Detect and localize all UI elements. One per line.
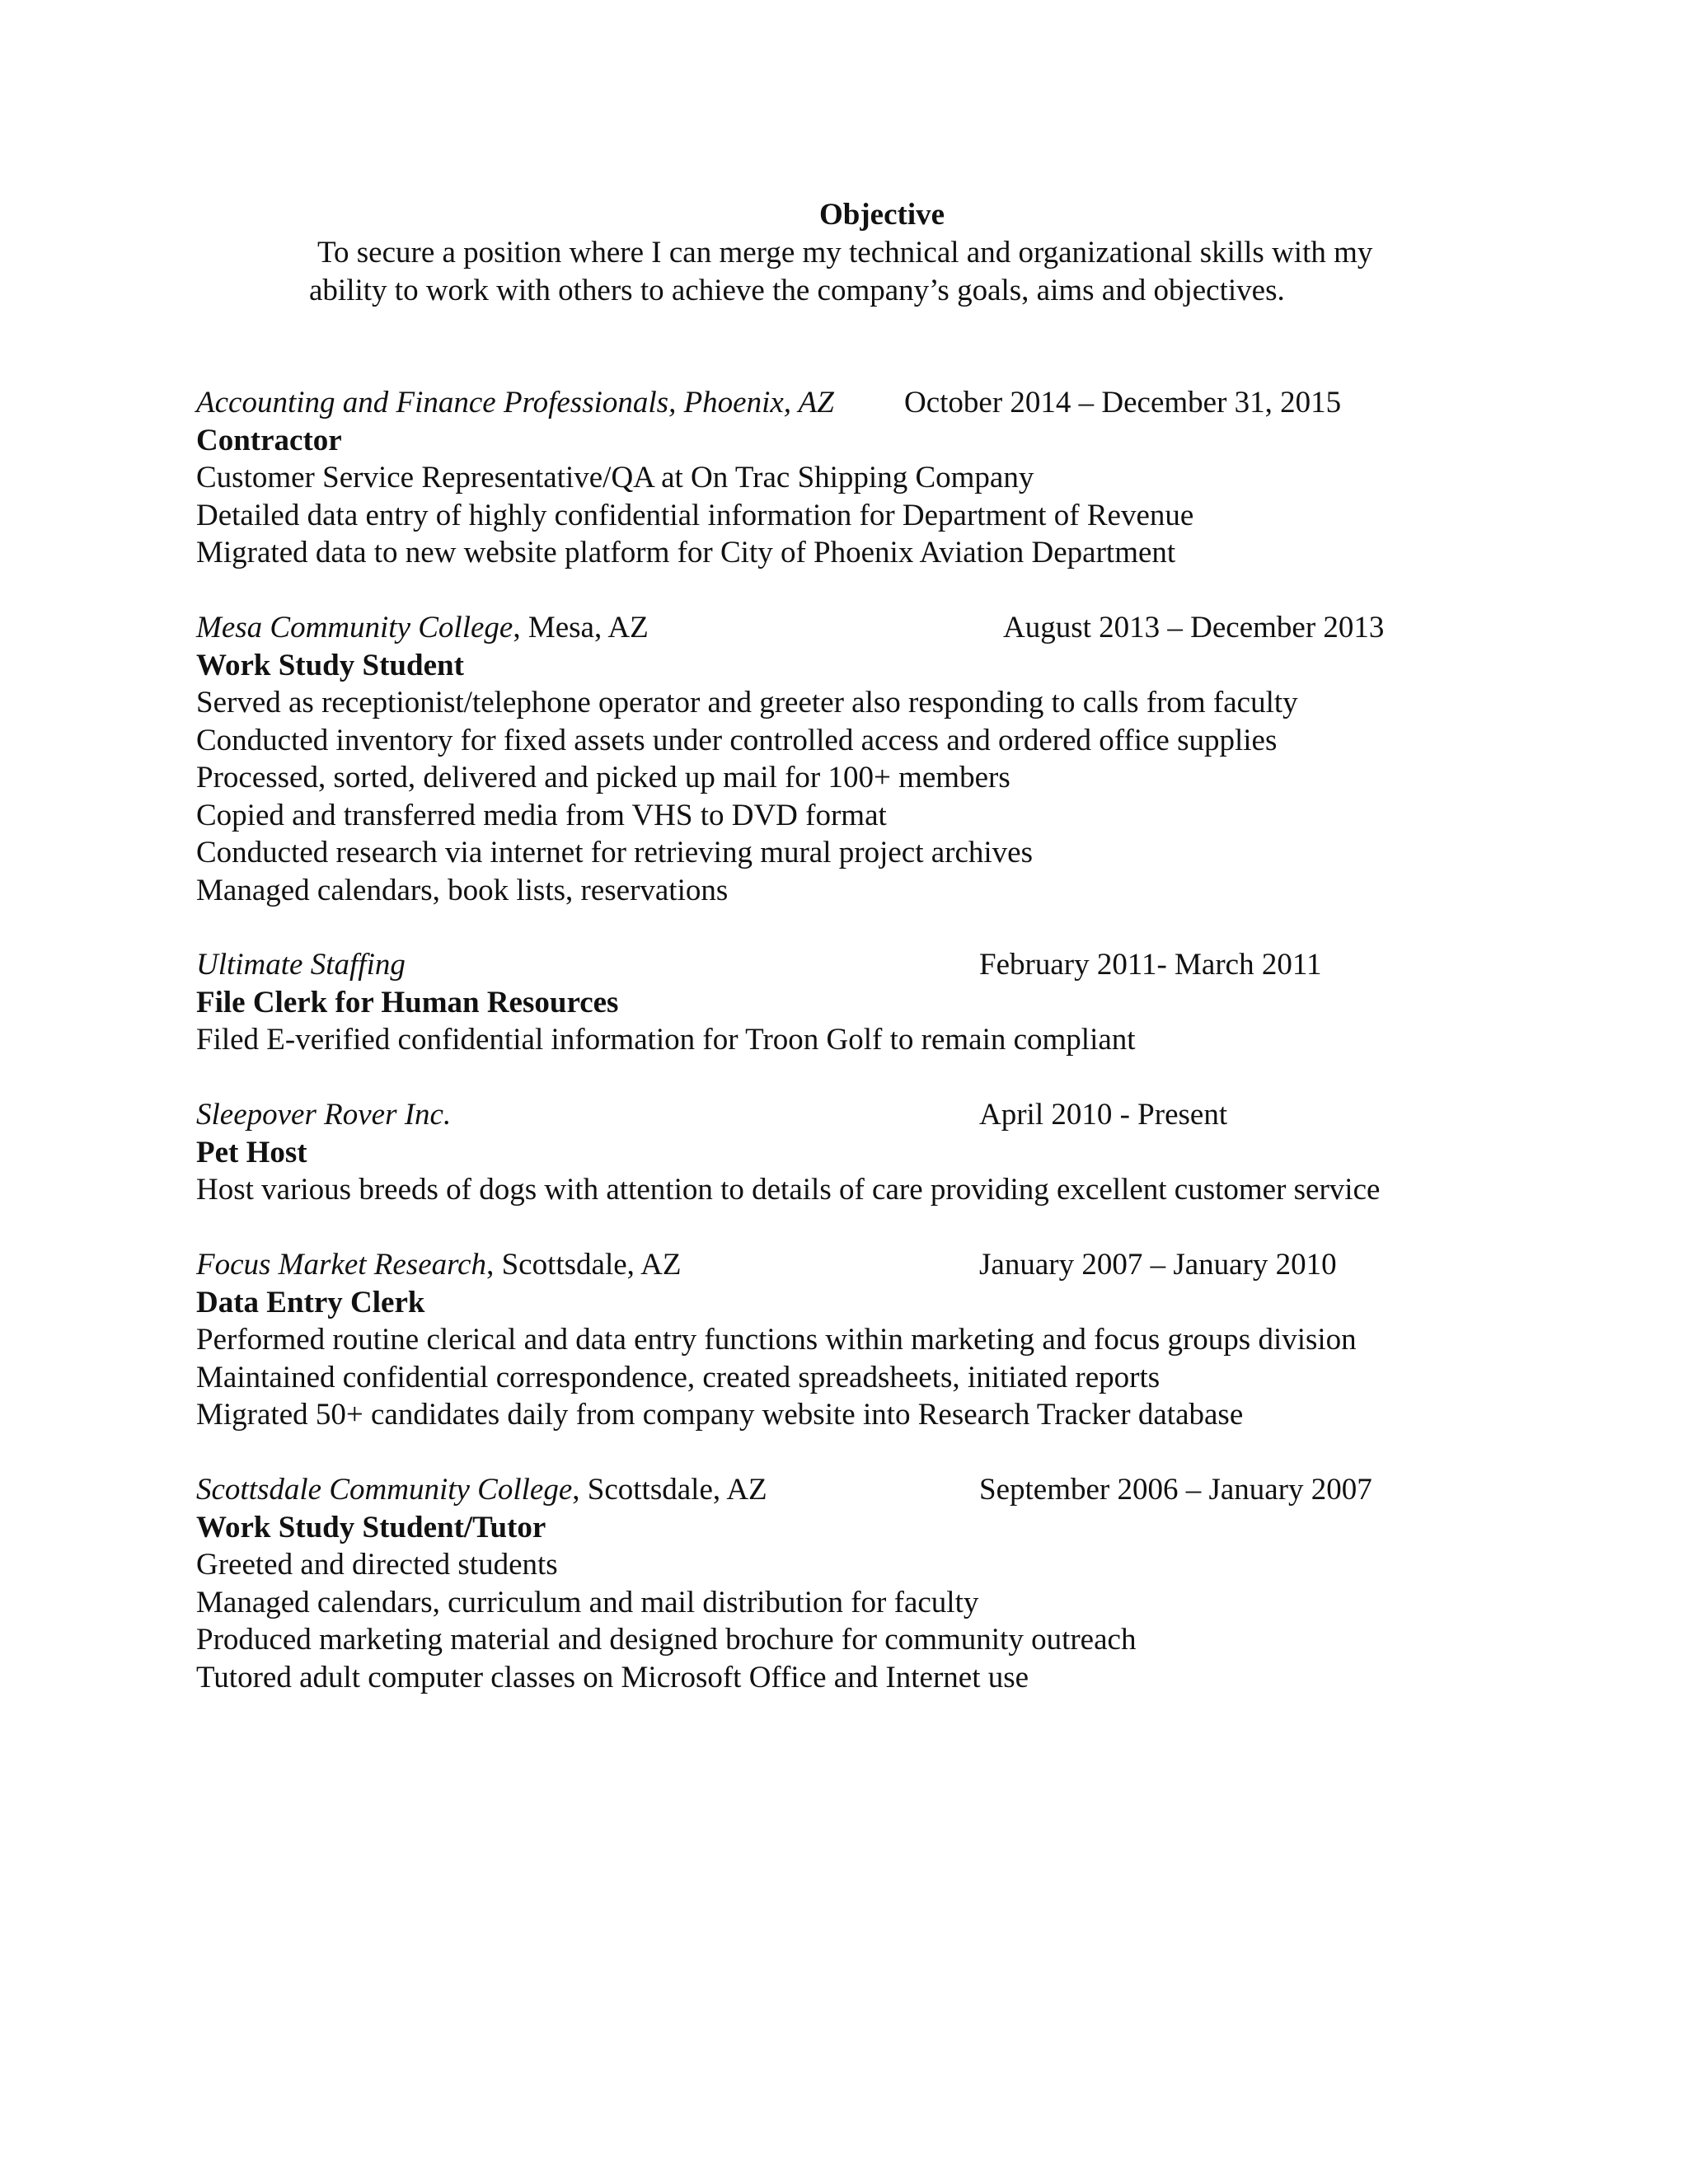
job-header (196, 1096, 1548, 1134)
job-duty: Customer Service Representative/QA at On Trac Shipping Company (196, 461, 1034, 494)
job-header (196, 609, 1548, 647)
objective-text (309, 234, 1496, 310)
job-duty: Greeted and directed students (196, 1548, 558, 1582)
job-duty: Processed, sorted, delivered and picked up mail for 100+ members (196, 761, 1010, 794)
job-duty: Conducted research via internet for retrieving mural project archives (196, 836, 1034, 869)
employer (196, 1096, 451, 1134)
job-duty: Migrated data to new website platform for City of Phoenix Aviation Department (196, 536, 1176, 569)
job-title: File Clerk for Human Resources (196, 985, 619, 1019)
job-title: Work Study Student/Tutor (196, 1510, 546, 1544)
objective-line: ability to work with others to achieve the company’s goals, aims and objectives. (309, 274, 1285, 307)
employer-location: , Scottsdale, AZ (572, 1473, 767, 1507)
objective-line: To secure a position where I can merge my technical and organizational skills with my (317, 236, 1373, 269)
employer-name: Mesa Community College (196, 611, 513, 644)
job-entry (196, 1246, 1548, 1434)
job-duty: Host various breeds of dogs with attention to details of care providing excellent customer service (196, 1173, 1381, 1207)
job-duty: Maintained confidential correspondence, created spreadsheets, initiated reports (196, 1360, 1160, 1394)
job-title: Data Entry Clerk (196, 1285, 425, 1319)
job-header (196, 1471, 1548, 1509)
employer-location: , Scottsdale, AZ (486, 1248, 682, 1282)
employer-name: Scottsdale Community College (196, 1473, 573, 1507)
job-title: Work Study Student (196, 648, 464, 682)
job-duty: Managed calendars, curriculum and mail distribution for faculty (196, 1585, 979, 1619)
employer-name: Sleepover Rover Inc. (196, 1098, 452, 1132)
employer-location: , Mesa, AZ (513, 611, 649, 644)
job-duty: Conducted inventory for fixed assets under controlled access and ordered office supplies (196, 723, 1278, 757)
job-duty: Served as receptionist/telephone operator and greeter also responding to calls from faculty (196, 686, 1298, 719)
employment-dates: February 2011- March 2011 (979, 948, 1322, 982)
employer (196, 946, 406, 984)
job-duty: Tutored adult computer classes on Microsoft Office and Internet use (196, 1660, 1029, 1694)
job-title: Pet Host (196, 1135, 307, 1169)
employment-dates: September 2006 – January 2007 (979, 1473, 1372, 1507)
job-duty: Filed E-verified confidential information for Troon Golf to remain compliant (196, 1023, 1136, 1057)
job-duty: Migrated 50+ candidates daily from company website into Research Tracker database (196, 1398, 1244, 1432)
employer (196, 1471, 767, 1509)
employment-dates: April 2010 - Present (979, 1098, 1228, 1132)
employment-dates: January 2007 – January 2010 (979, 1248, 1337, 1282)
job-entry (196, 609, 1548, 909)
objective-heading: Objective (818, 198, 945, 232)
job-duty: Produced marketing material and designed brochure for community outreach (196, 1623, 1137, 1657)
employer (196, 384, 834, 422)
job-title: Contractor (196, 423, 342, 457)
employer-name: Ultimate Staffing (196, 948, 406, 982)
job-duty: Performed routine clerical and data entry functions within marketing and focus groups division (196, 1323, 1357, 1357)
job-header (196, 384, 1548, 422)
job-entry (196, 384, 1548, 572)
job-entry (196, 1096, 1548, 1209)
employment-dates: August 2013 – December 2013 (1003, 611, 1385, 644)
employer-name: Focus Market Research (196, 1248, 487, 1282)
employer (196, 1246, 681, 1284)
job-duty: Detailed data entry of highly confidential information for Department of Revenue (196, 498, 1194, 532)
job-duty: Copied and transferred media from VHS to DVD format (196, 798, 887, 832)
job-header (196, 946, 1548, 984)
employment-dates: October 2014 – December 31, 2015 (904, 386, 1342, 419)
employer-name: Accounting and Finance Professionals, Phoenix, AZ (196, 386, 834, 419)
employer (196, 609, 649, 647)
job-duty: Managed calendars, book lists, reservations (196, 873, 729, 907)
job-entry (196, 1471, 1548, 1696)
job-entry (196, 946, 1548, 1059)
job-header (196, 1246, 1548, 1284)
